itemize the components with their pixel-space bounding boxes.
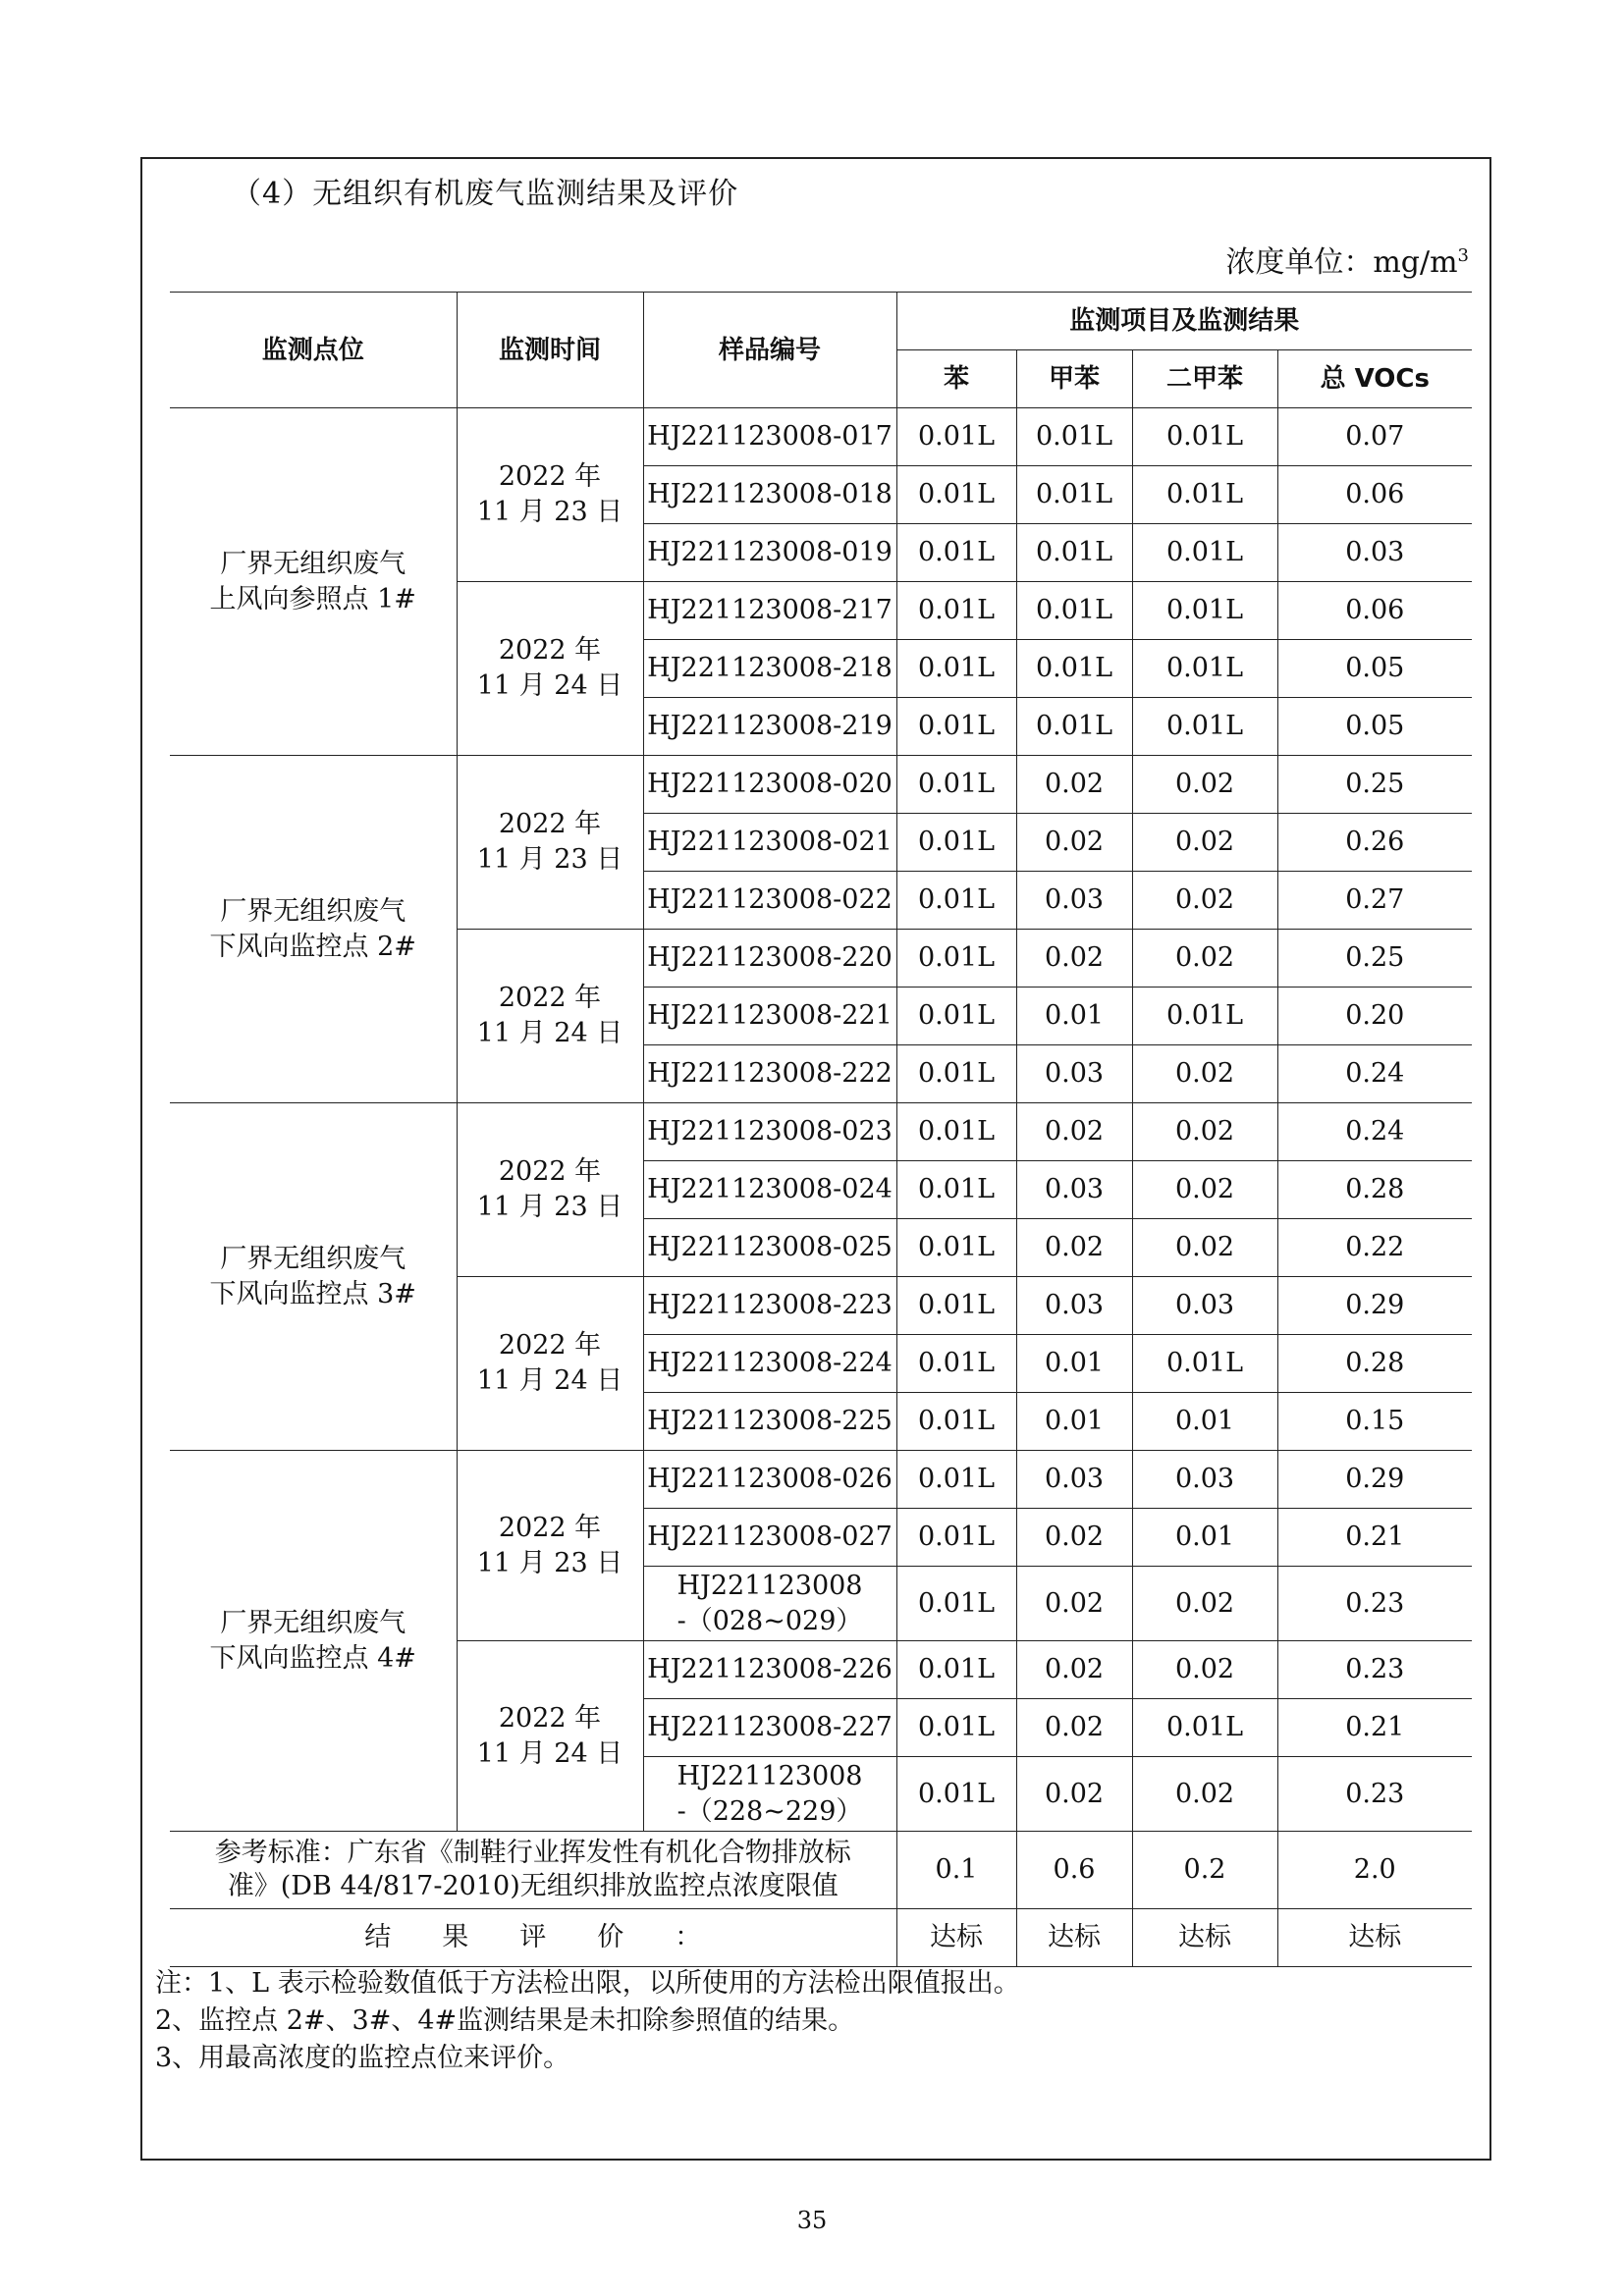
xylene-value: 0.01 bbox=[1132, 1509, 1277, 1567]
unit-label: 浓度单位：$mg/m^3$ bbox=[1225, 245, 1469, 280]
toluene-value: 0.01L bbox=[1016, 640, 1132, 698]
header-vocs: 总 VOCs bbox=[1277, 350, 1472, 408]
header-items-group: 监测项目及监测结果 bbox=[896, 293, 1472, 350]
vocs-value: 0.22 bbox=[1277, 1219, 1472, 1277]
benzene-value: 0.01L bbox=[896, 872, 1016, 930]
standard-vocs: 2.0 bbox=[1277, 1832, 1472, 1909]
note-line: 注：1、L 表示检验数值低于方法检出限，以所使用的方法检出限值报出。 bbox=[155, 1968, 1020, 1999]
sample-id-cell: HJ221123008-026 bbox=[643, 1451, 896, 1509]
vocs-value: 0.21 bbox=[1277, 1509, 1472, 1567]
vocs-value: 0.07 bbox=[1277, 408, 1472, 466]
benzene-value: 0.01L bbox=[896, 408, 1016, 466]
toluene-value: 0.02 bbox=[1016, 1641, 1132, 1699]
benzene-value: 0.01L bbox=[896, 814, 1016, 872]
toluene-value: 0.02 bbox=[1016, 1567, 1132, 1641]
sample-id-cell: HJ221123008-023 bbox=[643, 1103, 896, 1161]
sample-id-cell: HJ221123008-224 bbox=[643, 1335, 896, 1393]
toluene-value: 0.02 bbox=[1016, 1219, 1132, 1277]
toluene-value: 0.01L bbox=[1016, 524, 1132, 582]
evaluation-vocs: 达标 bbox=[1277, 1909, 1472, 1967]
vocs-value: 0.21 bbox=[1277, 1699, 1472, 1757]
table-row bbox=[170, 408, 1472, 466]
sample-id-cell: HJ221123008-217 bbox=[643, 582, 896, 640]
vocs-value: 0.05 bbox=[1277, 698, 1472, 756]
toluene-value: 0.01L bbox=[1016, 466, 1132, 524]
monitoring-date-cell: 2022 年 11 月 23 日 bbox=[457, 756, 643, 930]
monitoring-date-cell: 2022 年 11 月 23 日 bbox=[457, 408, 643, 582]
toluene-value: 0.01L bbox=[1016, 408, 1132, 466]
toluene-value: 0.02 bbox=[1016, 1699, 1132, 1757]
vocs-value: 0.23 bbox=[1277, 1567, 1472, 1641]
sample-id-cell: HJ221123008-227 bbox=[643, 1699, 896, 1757]
benzene-value: 0.01L bbox=[896, 698, 1016, 756]
xylene-value: 0.01 bbox=[1132, 1393, 1277, 1451]
evaluation-toluene: 达标 bbox=[1016, 1909, 1132, 1967]
toluene-value: 0.03 bbox=[1016, 872, 1132, 930]
benzene-value: 0.01L bbox=[896, 1161, 1016, 1219]
vocs-value: 0.25 bbox=[1277, 756, 1472, 814]
toluene-value: 0.02 bbox=[1016, 1509, 1132, 1567]
xylene-value: 0.01L bbox=[1132, 1699, 1277, 1757]
sample-id-cell: HJ221123008 -（228~229） bbox=[643, 1757, 896, 1832]
evaluation-benzene: 达标 bbox=[896, 1909, 1016, 1967]
table-row bbox=[170, 1103, 1472, 1161]
toluene-value: 0.02 bbox=[1016, 814, 1132, 872]
xylene-value: 0.01L bbox=[1132, 524, 1277, 582]
header-benzene: 苯 bbox=[896, 350, 1016, 408]
benzene-value: 0.01L bbox=[896, 524, 1016, 582]
vocs-value: 0.06 bbox=[1277, 582, 1472, 640]
xylene-value: 0.01L bbox=[1132, 1335, 1277, 1393]
sample-id-cell: HJ221123008-020 bbox=[643, 756, 896, 814]
benzene-value: 0.01L bbox=[896, 1699, 1016, 1757]
benzene-value: 0.01L bbox=[896, 1509, 1016, 1567]
vocs-value: 0.15 bbox=[1277, 1393, 1472, 1451]
vocs-value: 0.29 bbox=[1277, 1451, 1472, 1509]
vocs-value: 0.20 bbox=[1277, 988, 1472, 1045]
toluene-value: 0.02 bbox=[1016, 1103, 1132, 1161]
monitoring-results-table bbox=[170, 292, 1472, 1967]
xylene-value: 0.02 bbox=[1132, 1757, 1277, 1832]
xylene-value: 0.01L bbox=[1132, 582, 1277, 640]
sample-id-cell: HJ221123008-225 bbox=[643, 1393, 896, 1451]
sample-id-cell: HJ221123008-223 bbox=[643, 1277, 896, 1335]
standard-label: 参考标准：广东省《制鞋行业挥发性有机化合物排放标 准》(DB 44/817-2010)无组织排放监控点浓度限值 bbox=[170, 1832, 896, 1909]
benzene-value: 0.01L bbox=[896, 1451, 1016, 1509]
vocs-value: 0.29 bbox=[1277, 1277, 1472, 1335]
sample-id-cell: HJ221123008-021 bbox=[643, 814, 896, 872]
benzene-value: 0.01L bbox=[896, 466, 1016, 524]
note-line: 3、用最高浓度的监控点位来评价。 bbox=[155, 2043, 570, 2073]
toluene-value: 0.02 bbox=[1016, 756, 1132, 814]
sample-id-cell: HJ221123008-022 bbox=[643, 872, 896, 930]
xylene-value: 0.01L bbox=[1132, 466, 1277, 524]
monitoring-point-cell: 厂界无组织废气 上风向参照点 1# bbox=[170, 408, 457, 756]
xylene-value: 0.02 bbox=[1132, 814, 1277, 872]
vocs-value: 0.23 bbox=[1277, 1641, 1472, 1699]
sample-id-cell: HJ221123008-221 bbox=[643, 988, 896, 1045]
toluene-value: 0.03 bbox=[1016, 1451, 1132, 1509]
toluene-value: 0.01 bbox=[1016, 1335, 1132, 1393]
benzene-value: 0.01L bbox=[896, 582, 1016, 640]
table-row bbox=[170, 756, 1472, 814]
sample-id-cell: HJ221123008-220 bbox=[643, 930, 896, 988]
benzene-value: 0.01L bbox=[896, 1219, 1016, 1277]
monitoring-point-cell: 厂界无组织废气 下风向监控点 2# bbox=[170, 756, 457, 1103]
xylene-value: 0.02 bbox=[1132, 1219, 1277, 1277]
evaluation-label: 结果评价： bbox=[170, 1909, 896, 1967]
benzene-value: 0.01L bbox=[896, 1757, 1016, 1832]
vocs-value: 0.26 bbox=[1277, 814, 1472, 872]
xylene-value: 0.01L bbox=[1132, 988, 1277, 1045]
benzene-value: 0.01L bbox=[896, 1567, 1016, 1641]
toluene-value: 0.01L bbox=[1016, 698, 1132, 756]
monitoring-date-cell: 2022 年 11 月 23 日 bbox=[457, 1451, 643, 1641]
xylene-value: 0.01L bbox=[1132, 408, 1277, 466]
toluene-value: 0.03 bbox=[1016, 1045, 1132, 1103]
standard-benzene: 0.1 bbox=[896, 1832, 1016, 1909]
vocs-value: 0.06 bbox=[1277, 466, 1472, 524]
toluene-value: 0.03 bbox=[1016, 1161, 1132, 1219]
benzene-value: 0.01L bbox=[896, 1045, 1016, 1103]
sample-id-cell: HJ221123008-219 bbox=[643, 698, 896, 756]
benzene-value: 0.01L bbox=[896, 988, 1016, 1045]
benzene-value: 0.01L bbox=[896, 1641, 1016, 1699]
monitoring-date-cell: 2022 年 11 月 23 日 bbox=[457, 1103, 643, 1277]
benzene-value: 0.01L bbox=[896, 640, 1016, 698]
toluene-value: 0.01 bbox=[1016, 1393, 1132, 1451]
vocs-value: 0.25 bbox=[1277, 930, 1472, 988]
benzene-value: 0.01L bbox=[896, 1335, 1016, 1393]
benzene-value: 0.01L bbox=[896, 1393, 1016, 1451]
page-number: 35 bbox=[796, 2207, 828, 2234]
header-xylene: 二甲苯 bbox=[1132, 350, 1277, 408]
vocs-value: 0.24 bbox=[1277, 1103, 1472, 1161]
xylene-value: 0.03 bbox=[1132, 1277, 1277, 1335]
sample-id-cell: HJ221123008-025 bbox=[643, 1219, 896, 1277]
xylene-value: 0.02 bbox=[1132, 1045, 1277, 1103]
xylene-value: 0.02 bbox=[1132, 1567, 1277, 1641]
sample-id-cell: HJ221123008-027 bbox=[643, 1509, 896, 1567]
toluene-value: 0.03 bbox=[1016, 1277, 1132, 1335]
header-time: 监测时间 bbox=[457, 293, 643, 408]
sample-id-cell: HJ221123008-226 bbox=[643, 1641, 896, 1699]
monitoring-date-cell: 2022 年 11 月 24 日 bbox=[457, 582, 643, 756]
vocs-value: 0.24 bbox=[1277, 1045, 1472, 1103]
header-sample: 样品编号 bbox=[643, 293, 896, 408]
sample-id-cell: HJ221123008-024 bbox=[643, 1161, 896, 1219]
vocs-value: 0.28 bbox=[1277, 1335, 1472, 1393]
monitoring-date-cell: 2022 年 11 月 24 日 bbox=[457, 1641, 643, 1832]
standard-toluene: 0.6 bbox=[1016, 1832, 1132, 1909]
monitoring-date-cell: 2022 年 11 月 24 日 bbox=[457, 930, 643, 1103]
vocs-value: 0.23 bbox=[1277, 1757, 1472, 1832]
table-row bbox=[170, 1451, 1472, 1509]
section-title: （4）无组织有机废气监测结果及评价 bbox=[232, 177, 739, 211]
toluene-value: 0.02 bbox=[1016, 1757, 1132, 1832]
toluene-value: 0.01 bbox=[1016, 988, 1132, 1045]
sample-id-cell: HJ221123008-222 bbox=[643, 1045, 896, 1103]
xylene-value: 0.01L bbox=[1132, 640, 1277, 698]
toluene-value: 0.02 bbox=[1016, 930, 1132, 988]
xylene-value: 0.02 bbox=[1132, 930, 1277, 988]
vocs-value: 0.27 bbox=[1277, 872, 1472, 930]
benzene-value: 0.01L bbox=[896, 1277, 1016, 1335]
toluene-value: 0.01L bbox=[1016, 582, 1132, 640]
monitoring-point-cell: 厂界无组织废气 下风向监控点 3# bbox=[170, 1103, 457, 1451]
xylene-value: 0.03 bbox=[1132, 1451, 1277, 1509]
sample-id-cell: HJ221123008-218 bbox=[643, 640, 896, 698]
xylene-value: 0.02 bbox=[1132, 872, 1277, 930]
xylene-value: 0.01L bbox=[1132, 698, 1277, 756]
sample-id-cell: HJ221123008 -（028~029） bbox=[643, 1567, 896, 1641]
notes bbox=[155, 1965, 1020, 2077]
xylene-value: 0.02 bbox=[1132, 1641, 1277, 1699]
sample-id-cell: HJ221123008-017 bbox=[643, 408, 896, 466]
standard-xylene: 0.2 bbox=[1132, 1832, 1277, 1909]
vocs-value: 0.05 bbox=[1277, 640, 1472, 698]
vocs-value: 0.03 bbox=[1277, 524, 1472, 582]
xylene-value: 0.02 bbox=[1132, 1161, 1277, 1219]
header-point: 监测点位 bbox=[170, 293, 457, 408]
header-toluene: 甲苯 bbox=[1016, 350, 1132, 408]
monitoring-point-cell: 厂界无组织废气 下风向监控点 4# bbox=[170, 1451, 457, 1832]
evaluation-xylene: 达标 bbox=[1132, 1909, 1277, 1967]
xylene-value: 0.02 bbox=[1132, 756, 1277, 814]
sample-id-cell: HJ221123008-018 bbox=[643, 466, 896, 524]
benzene-value: 0.01L bbox=[896, 1103, 1016, 1161]
sample-id-cell: HJ221123008-019 bbox=[643, 524, 896, 582]
note-line: 2、监控点 2#、3#、4#监测结果是未扣除参照值的结果。 bbox=[155, 2005, 855, 2036]
monitoring-date-cell: 2022 年 11 月 24 日 bbox=[457, 1277, 643, 1451]
xylene-value: 0.02 bbox=[1132, 1103, 1277, 1161]
benzene-value: 0.01L bbox=[896, 930, 1016, 988]
benzene-value: 0.01L bbox=[896, 756, 1016, 814]
vocs-value: 0.28 bbox=[1277, 1161, 1472, 1219]
